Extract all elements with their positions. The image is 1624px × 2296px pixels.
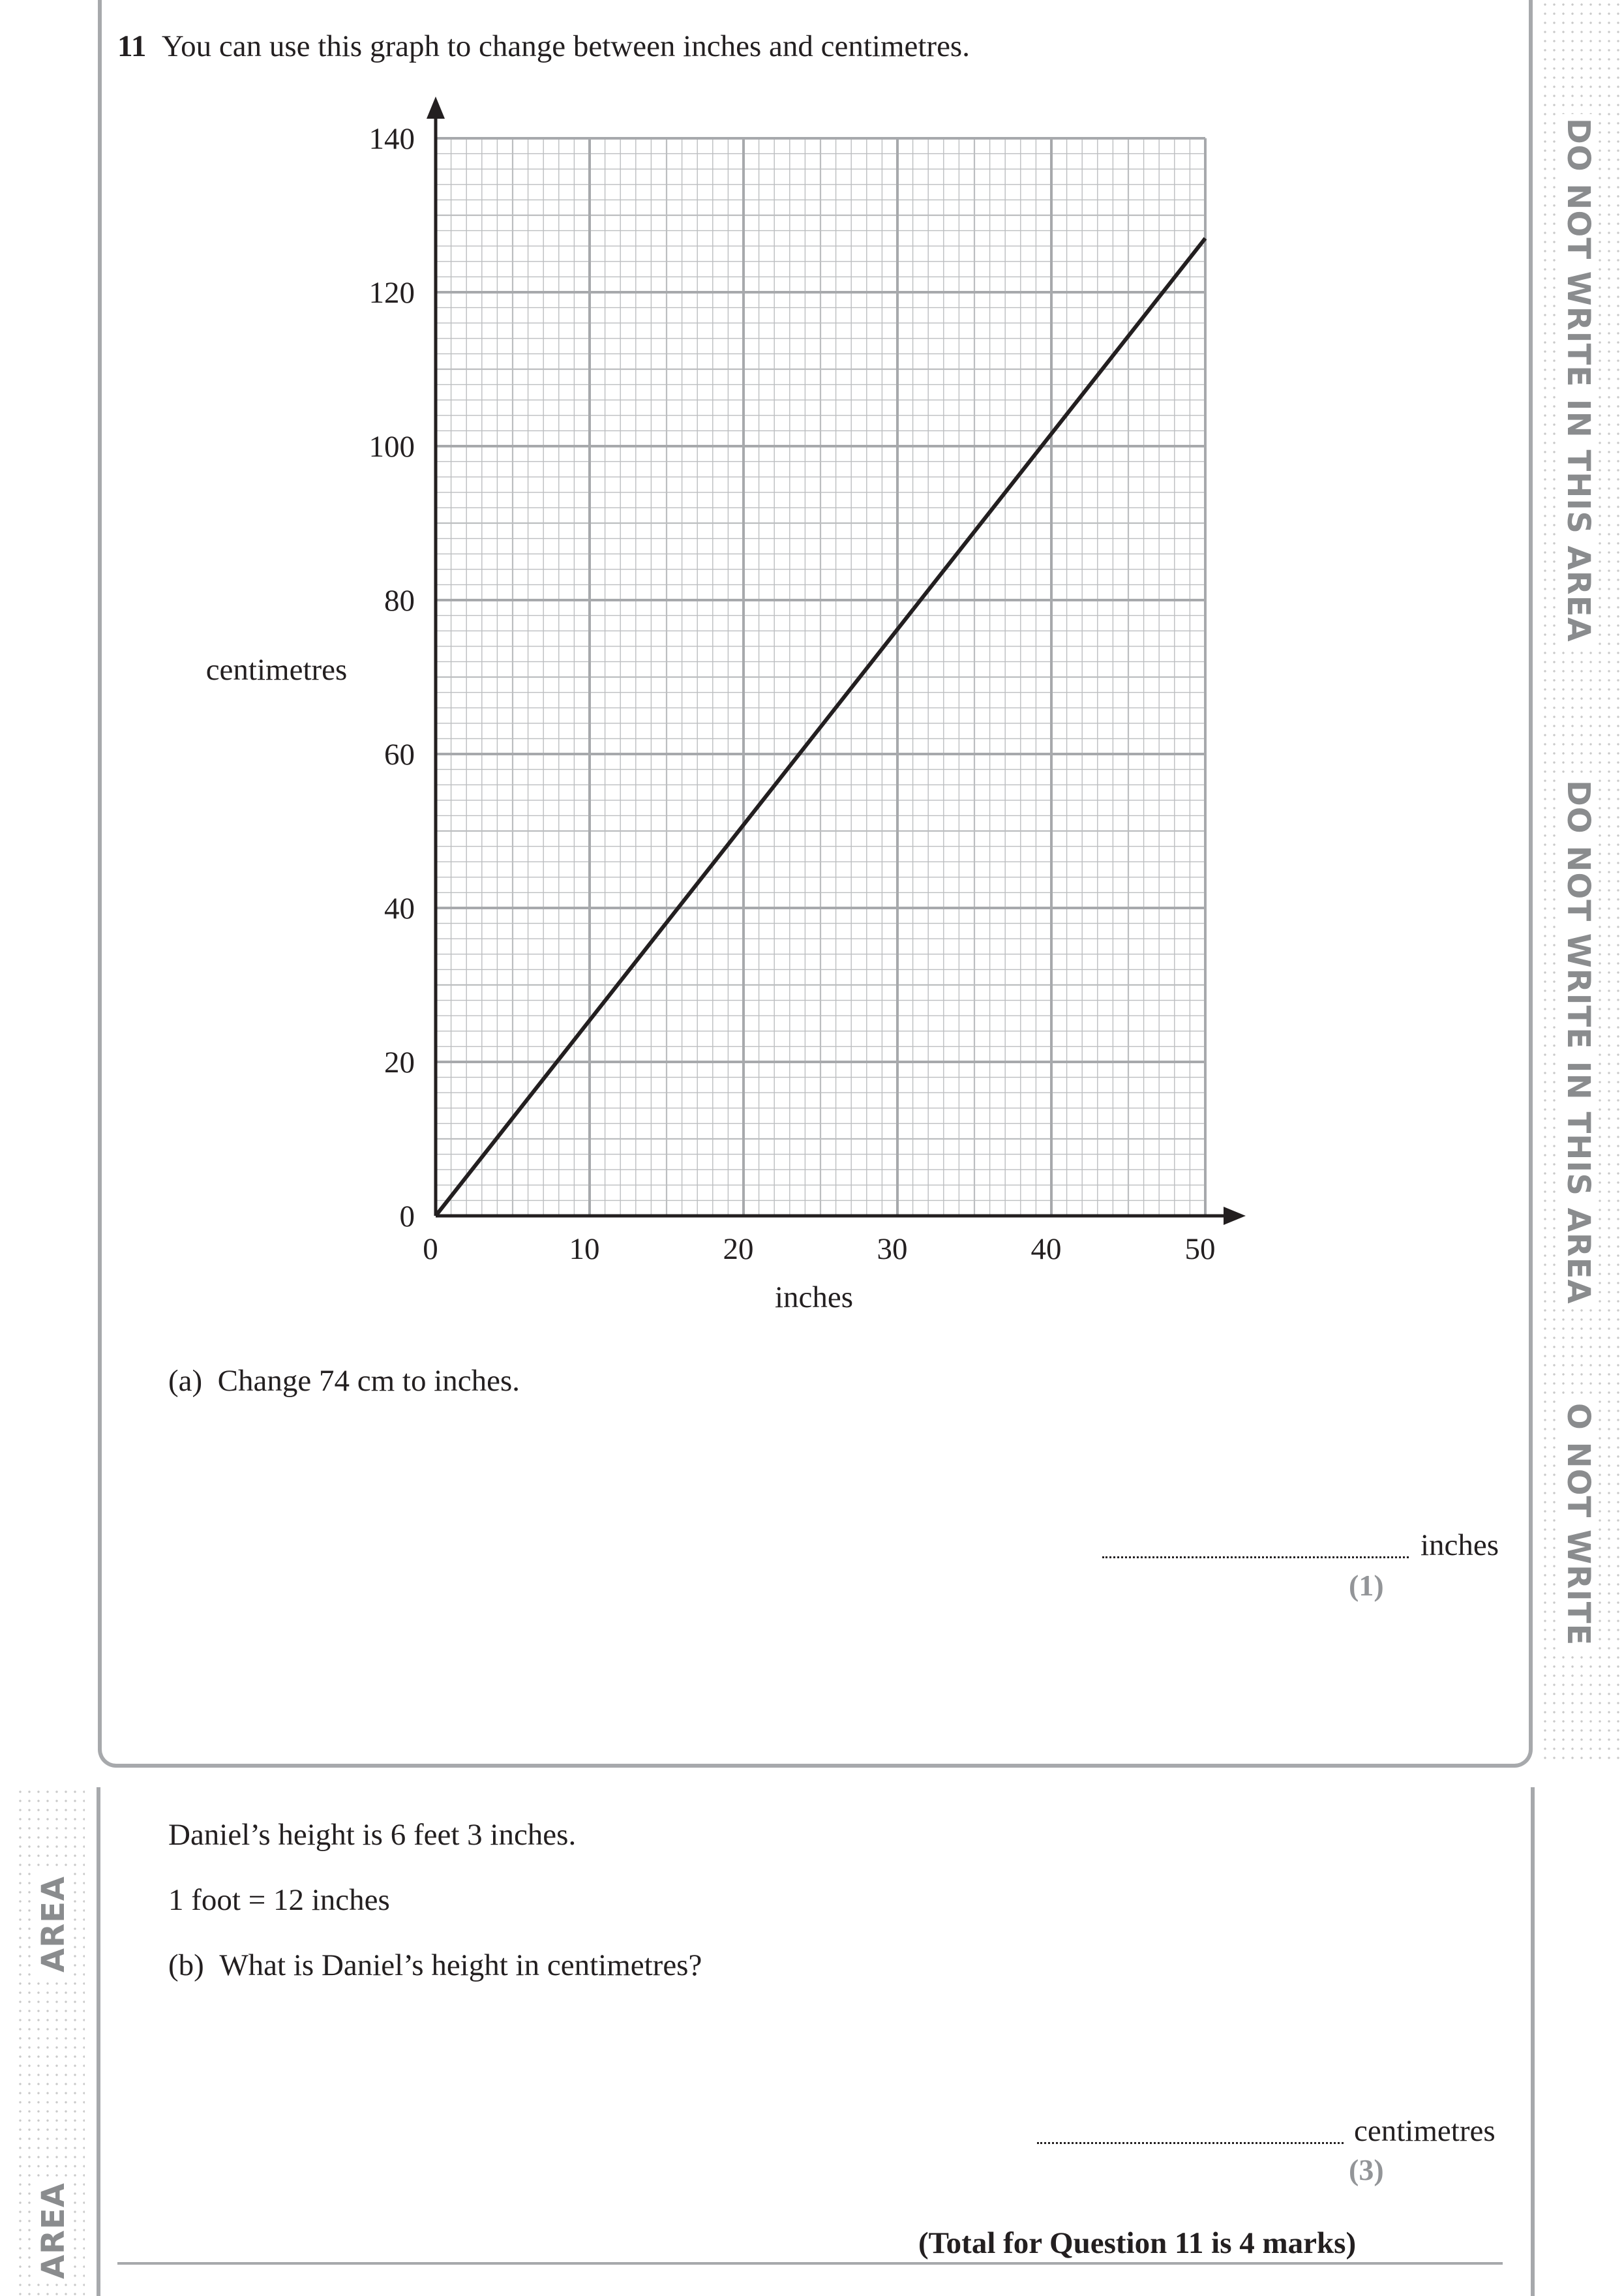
x-tick-label: 40 [1030,1232,1062,1266]
question-frame-left-edge [97,1787,100,2296]
y-tick-label: 140 [368,122,415,156]
total-marks: (Total for Question 11 is 4 marks) [918,2226,1357,2260]
part-a-answer-line[interactable] [1102,1556,1409,1558]
part-b-text: What is Daniel’s height in centimetres? [219,1948,702,1982]
part-a-text: Change 74 cm to inches. [217,1364,520,1398]
tick-labels [369,122,1216,1266]
x-axis-label: inches [774,1280,854,1314]
margin-notice-2: DO NOT WRITE IN THIS AREA [1560,776,1597,1308]
part-b-answer-unit: centimetres [1354,2114,1496,2148]
footer-rule [117,2262,1503,2265]
y-tick-label: 40 [384,892,415,926]
y-tick-label: 120 [368,276,415,310]
margin-notice-5: AREA [35,2179,72,2283]
y-tick-label: 100 [368,430,415,464]
part-b-marks: (3) [1349,2153,1384,2186]
y-tick-label: 80 [384,584,415,618]
part-b-question [168,1948,702,1983]
x-axis-arrow [1224,1207,1246,1225]
context-line-2: 1 foot = 12 inches [168,1883,390,1917]
context-line-1: Daniel’s height is 6 feet 3 inches. [168,1818,577,1852]
margin-notice-4: AREA [35,1872,72,1976]
y-axis-arrow [427,97,445,119]
y-axis-label: centimetres [205,653,348,687]
question-intro: You can use this graph to change between inches and centimetres. [161,29,970,63]
question-number: 11 [117,29,147,63]
x-tick-label: 0 [423,1232,438,1266]
question-frame-right-edge [1531,1787,1535,2296]
x-tick-label: 10 [569,1232,600,1266]
margin-notice-1: DO NOT WRITE IN THIS AREA [1560,114,1597,646]
part-a-marks: (1) [1349,1569,1384,1602]
x-tick-label: 20 [723,1232,754,1266]
grid-minor [436,138,1205,1216]
y-tick-label: 0 [399,1200,415,1233]
x-tick-label: 30 [877,1232,908,1266]
part-b-label: (b) [168,1948,204,1982]
part-b-answer-line[interactable] [1037,2142,1344,2144]
part-a-question [168,1363,520,1398]
margin-notice-3: O NOT WRITE [1560,1399,1597,1650]
x-tick-label: 50 [1184,1232,1216,1266]
y-tick-label: 20 [384,1046,415,1080]
part-a-answer-unit: inches [1421,1528,1499,1562]
y-tick-label: 60 [384,738,415,772]
part-a-label: (a) [168,1364,203,1398]
